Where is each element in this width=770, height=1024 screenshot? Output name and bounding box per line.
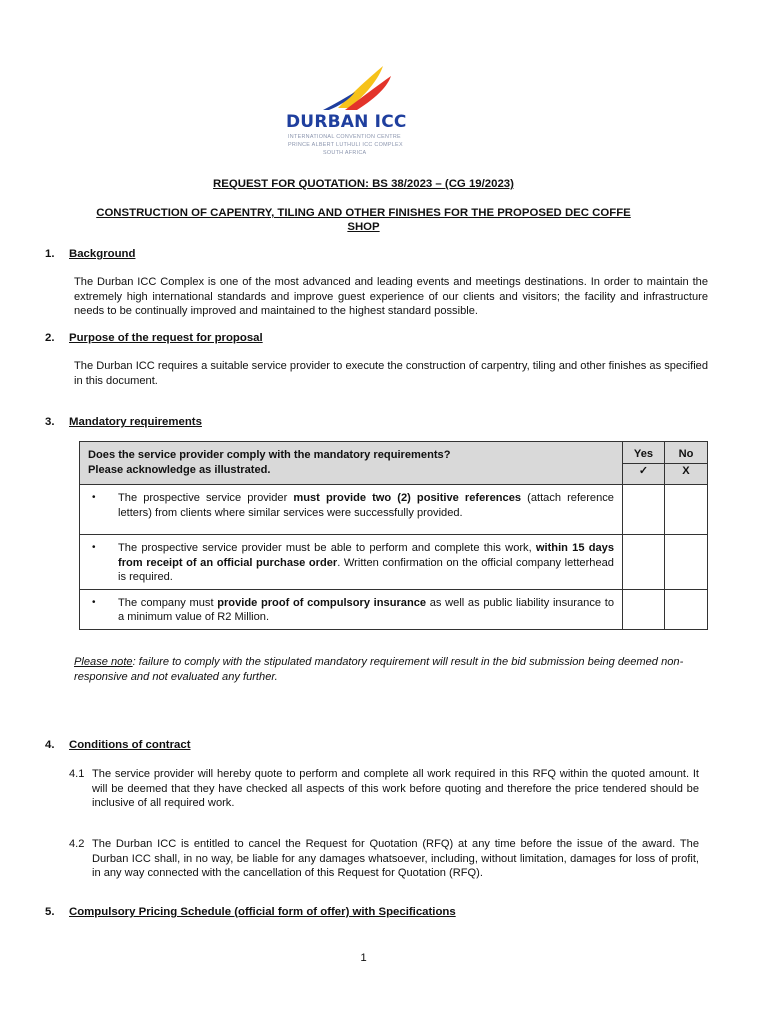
section-heading-background [45,248,135,260]
note-label: Please note [74,656,133,668]
requirement-text-bold: within 15 days from receipt of an official purchase order [118,542,614,569]
section-title: Compulsory Pricing Schedule (official form of offer) with Specifications [69,906,456,918]
table-row [80,535,708,590]
requirement-text [118,491,614,520]
requirement-text-bold: provide proof of compulsory insurance [217,596,427,609]
durban-icc-logo [283,62,443,162]
section-heading-conditions [45,739,191,751]
requirement-text-part: as well as public liability insurance to a minimum value of R2 Million. [118,596,614,624]
no-response-cell[interactable] [665,485,708,535]
clause-4-1 [69,767,699,811]
bullet-icon: • [92,596,96,608]
requirement-text-part: . Written confirmation on the official company letterhead is required. [118,556,614,584]
requirements-question-cell [80,442,623,485]
yes-header-cell: Yes [623,442,665,464]
section-title: Conditions of contract [69,739,191,751]
question-line: Does the service provider comply with the mandatory requirements? [88,449,451,461]
logo-wordmark: DURBAN ICC [286,112,407,132]
logo-subtitle-line: SOUTH AFRICA [323,150,367,156]
requirement-text-part: The prospective service provider must be able to perform and complete this work, [118,542,536,554]
section-heading-purpose [45,332,263,344]
logo-subtitle-line: PRINCE ALBERT LUTHULI ICC COMPLEX [288,142,403,148]
requirement-text-part: The company must [118,596,218,609]
clause-number: 4.1 [69,768,85,780]
requirement-text-part: The prospective service provider [118,492,294,504]
requirement-item [80,485,623,535]
yes-response-cell[interactable] [623,589,665,629]
document-subtitle [55,206,672,234]
purpose-paragraph: The Durban ICC requires a suitable service provider to execute the construction of carpentry, tiling and other finishes as specified in this document. [74,360,708,387]
section-number: 4. [45,739,55,751]
table-row [80,589,708,629]
note-text: : failure to comply with the stipulated mandatory requirement will result in the bid submission being deemed non-responsive and not evaluated any further. [74,656,684,683]
clause-4-2 [69,837,699,881]
please-note [74,655,714,684]
logo-subtitle-line: INTERNATIONAL CONVENTION CENTRE [288,134,401,140]
no-response-cell[interactable] [665,535,708,590]
no-x-cell: X [665,464,708,485]
clause-number: 4.2 [69,838,85,850]
subtitle-line: CONSTRUCTION OF CAPENTRY, TILING AND OTHER FINISHES FOR THE PROPOSED DEC COFFE [96,207,631,219]
section-title: Mandatory requirements [69,416,202,428]
question-line: Please acknowledge as illustrated. [88,463,271,476]
section-number: 3. [45,416,55,428]
section-number: 5. [45,906,55,918]
section-heading-pricing [45,906,456,918]
yes-checkmark-cell: ✓ [623,464,665,485]
requirement-text-bold: must provide two (2) positive references [293,492,522,504]
yes-response-cell[interactable] [623,535,665,590]
section-heading-mandatory [45,416,202,428]
mandatory-requirements-table [79,441,708,630]
requirement-item [80,535,623,590]
no-header-cell: No [665,442,708,464]
requirement-text [118,541,614,585]
section-title: Purpose of the request for proposal [69,332,263,344]
document-title: REQUEST FOR QUOTATION: BS 38/2023 – (CG 19/2023) [213,178,514,190]
section-title: Background [69,248,136,260]
section-number: 1. [45,248,55,260]
requirement-text [118,596,614,625]
requirement-text-part: (attach reference letters) from clients where similar services were successfully provided. [118,492,614,519]
clause-text: The Durban ICC is entitled to cancel the Request for Quotation (RFQ) at any time before the issue of the award. The Durban ICC shall, in no way, be liable for any damages whatsoever, including, without limitation, damages for loss of profit, in any way connected with the cancellation of this Request for Quotation (RFQ). [92,838,699,880]
clause-text: The service provider will hereby quote to perform and complete all work required in this RFQ within the quoted amount. It will be deemed that they have checked all aspects of this work before quoting and therefore the price tendered should be inclusive of all required work. [92,768,699,810]
bullet-icon: • [92,492,96,503]
page-number: 1 [360,952,367,964]
requirement-item [80,589,623,629]
background-paragraph: The Durban ICC Complex is one of the most advanced and leading events and meetings destinations. In order to maintain the extremely high international standards and improve guest experience of our clients and visitors; the facility and infrastructure needs to be continually improved and maintained to the highest standard possible. [74,276,708,318]
subtitle-line: SHOP [347,221,380,233]
section-number: 2. [45,332,55,344]
no-response-cell[interactable] [665,589,708,629]
table-row [80,485,708,535]
bullet-icon: • [92,542,96,553]
yes-response-cell[interactable] [623,485,665,535]
logo-swoosh-icon [283,62,443,112]
